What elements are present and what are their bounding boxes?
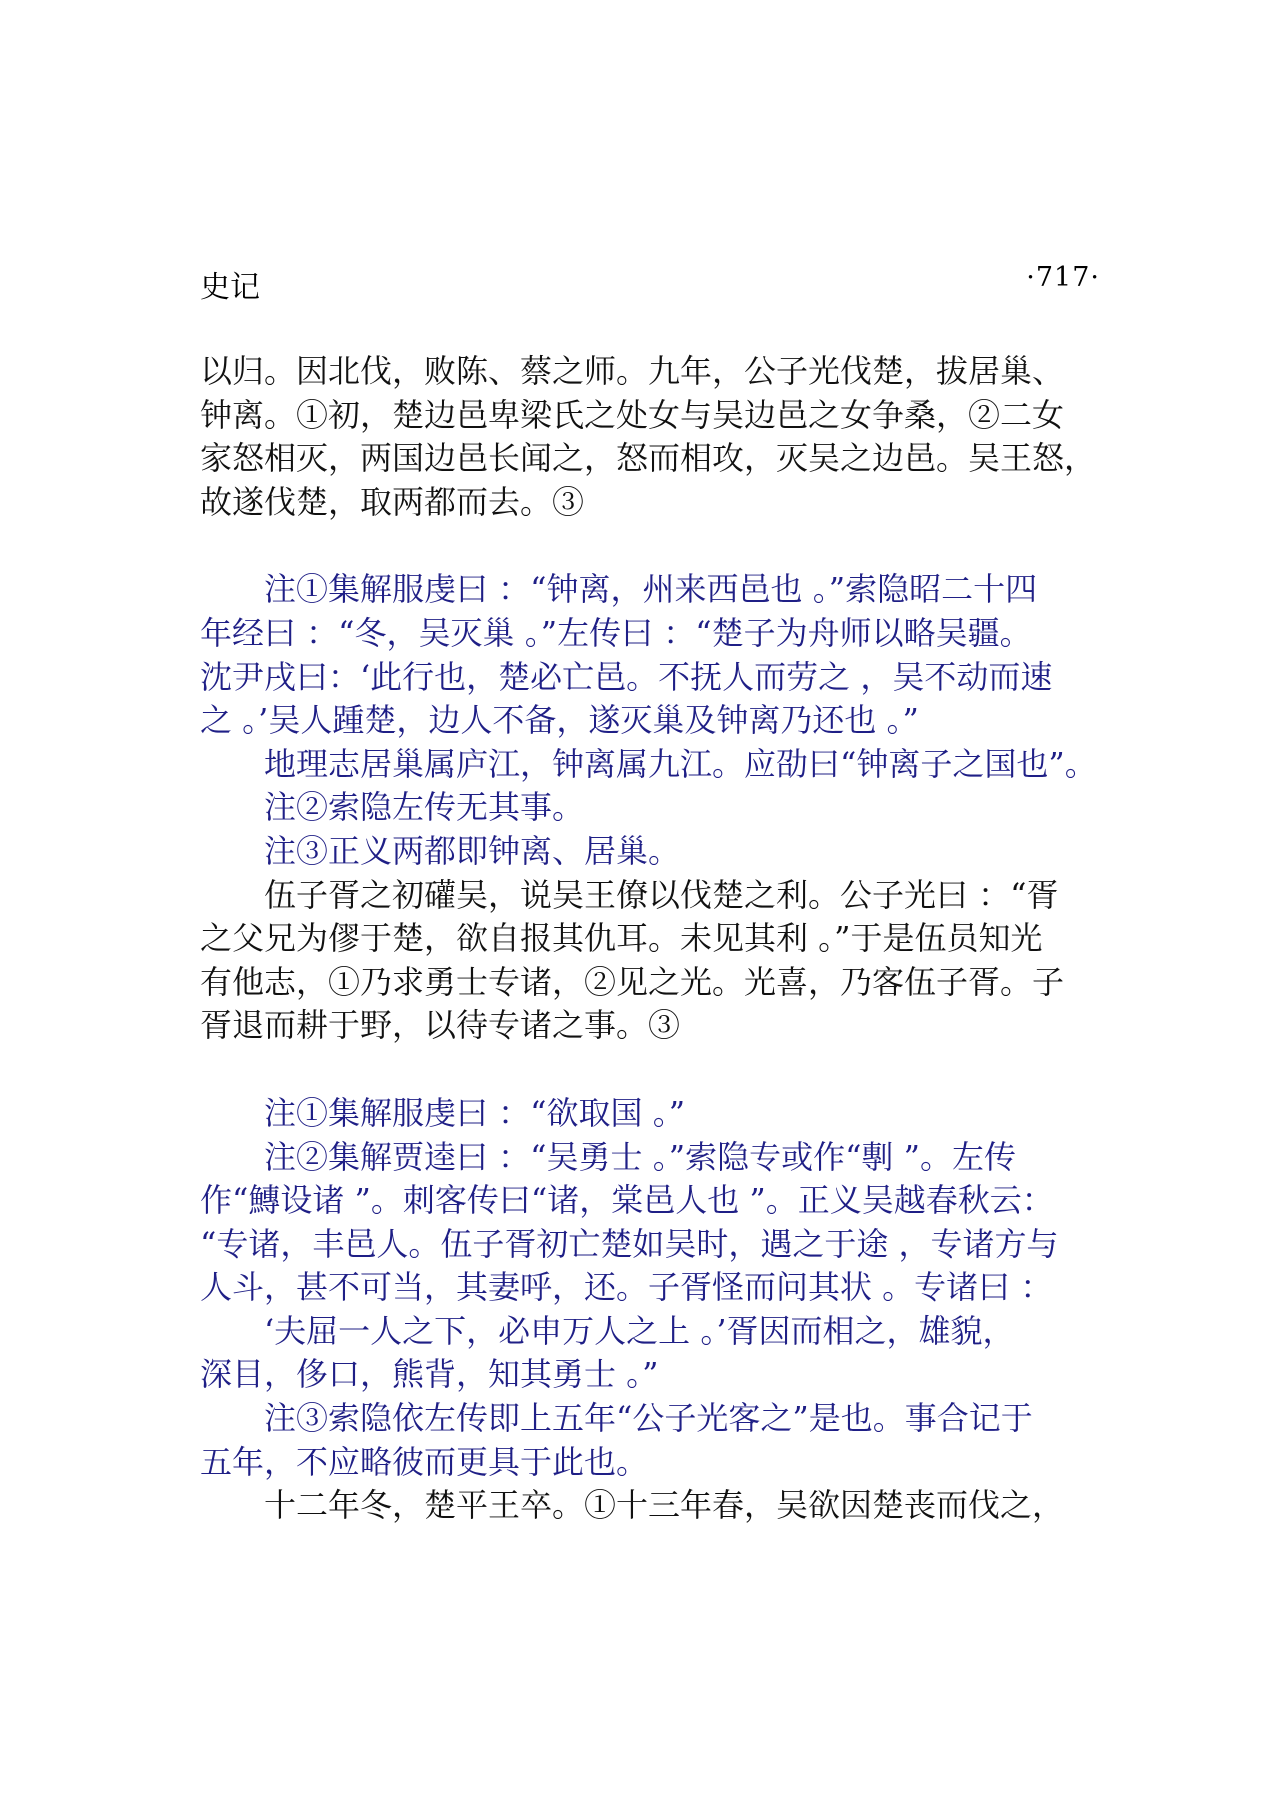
running-title: 史记	[200, 270, 260, 305]
main-text-line: 家怒相灭，两国边邑长闻之，怒而相攻，灭吴之边邑。吴王怒，	[200, 439, 1097, 478]
annotation-line: 地理志居巢属庐江，钟离属九江。应劭曰“钟离子之国也”。	[200, 744, 1097, 783]
annotation-line: 五年，不应略彼而更具于此也。	[200, 1442, 649, 1481]
annotation-line: 深目，侈口，熊背，知其勇士 。”	[200, 1355, 659, 1394]
main-text-line: 以归。因北伐，败陈、蔡之师。九年，公子光伐楚，拔居巢、	[200, 352, 1065, 390]
main-text-line: 伍子胥之初礶吴，说吴王僚以伐楚之利。公子光曰 ：“胥	[200, 875, 1059, 914]
paragraph-gap	[200, 1048, 1100, 1092]
annotation-line: 人斗，甚不可当，其妻呼，还。子胥怪而问其状 。专诸曰 ：	[200, 1268, 1053, 1307]
annotation-line: “专诸，丰邑人。伍子胥初亡楚如吴时，遇之于途 ，专诸方与	[200, 1224, 1059, 1263]
annotation-line: 注③索隐依左传即上五年“公子光客之”是也。事合记于	[200, 1399, 1033, 1438]
annotation-line: 作“鱄设诸 ”。刺客传曰“诸，棠邑人也 ”。正义吴越春秋云：	[200, 1181, 1054, 1220]
annotation-line: 之 。’吴人踵楚，边人不备，遂灭巢及钟离乃还也 。”	[200, 701, 919, 740]
main-text-line: 故遂伐楚，取两都而去。③	[200, 482, 585, 521]
main-text-line: 之父兄为僇于楚，欲自报其仇耳。未见其利 。”于是伍员知光	[200, 919, 1043, 958]
main-text-line: 钟离。①初，楚边邑卑梁氏之处女与吴边邑之女争桑，②二女	[200, 395, 1065, 434]
page-number: ·717·	[1026, 262, 1100, 293]
main-text-line: 有他志，①乃求勇士专诸，②见之光。光喜，乃客伍子胥。子	[200, 962, 1065, 1001]
annotation-line: 注②索隐左传无其事。	[200, 788, 585, 827]
paragraph-gap	[200, 524, 1100, 568]
annotation-line: 注①集解服虔曰 ：“欲取国 。”	[200, 1093, 686, 1132]
annotation-line: 沈尹戌曰：‘此行也，楚必亡邑。不抚人而劳之 ，吴不动而速	[200, 657, 1053, 696]
annotation-line: 年经曰 ：“冬，吴灭巢 。”左传曰 ：“楚子为舟师以略吴疆。	[200, 613, 1032, 652]
main-text-line: 胥退而耕于野，以待专诸之事。③	[200, 1006, 681, 1045]
annotation-line: 注③正义两都即钟离、居巢。	[200, 831, 681, 870]
text-body	[200, 350, 1100, 1528]
main-text-line: 十二年冬，楚平王卒。①十三年春，吴欲因楚丧而伐之，	[200, 1486, 1065, 1525]
page-header	[200, 262, 1100, 305]
annotation-line: 注②集解贾逵曰 ：“吴勇士 。”索隐专或作“剸 ”。左传	[200, 1137, 1016, 1176]
annotation-line: ‘夫屈一人之下，必申万人之上 。’胥因而相之，雄貌，	[200, 1311, 1015, 1350]
annotation-line: 注①集解服虔曰 ：“钟离，州来西邑也 。”索隐昭二十四	[200, 570, 1038, 609]
